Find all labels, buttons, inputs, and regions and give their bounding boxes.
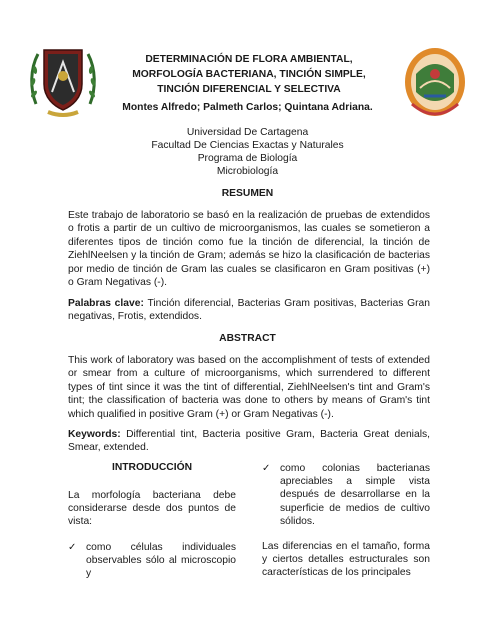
intro-text: La morfología bacteriana debe considerarse desde dos puntos de vista: [68, 490, 236, 528]
palabras-clave-label: Palabras clave: [68, 298, 144, 309]
left-column [68, 462, 236, 580]
keywords [68, 428, 430, 455]
list-item [262, 462, 430, 528]
bullet-2-text: como colonias bacterianas apreciables a simple vista después de desarrollarse en la superficie de medios de cultivo sólidos. [280, 463, 430, 527]
paper-title: DETERMINACIÓN DE FLORA AMBIENTAL, MORFOLOGÍA BACTERIANA, TINCIÓN SIMPLE, TINCIÓN DIFERENCIAL Y SELECTIVA [132, 54, 366, 95]
university-seal-left-icon [28, 44, 98, 120]
checkmark-icon: ✓ [262, 463, 271, 474]
keywords-label: Keywords: [68, 429, 121, 440]
abstract-heading: ABSTRACT [219, 333, 276, 344]
intro-heading: INTRODUCCIÓN [111, 462, 193, 473]
faculty-seal-right-icon [402, 44, 468, 120]
affiliation-university: Universidad De Cartagena [186, 127, 309, 138]
right-column [262, 462, 430, 580]
affiliation-program: Programa de Biología [197, 153, 298, 164]
affiliation-faculty: Facultad De Ciencias Exactas y Naturales [151, 140, 344, 151]
affiliation-subject: Microbiología [216, 166, 279, 177]
abstract-text: This work of laboratory was based on the accomplishment of tests of extended or smear from a culture of microorganisms, which surrendered to different types of tint since it was the tint of differential, ZiehlNeelsen's tint and Gram's tint; the classification of bacteria was done to others by means of Gram's tint which qualified in positive Gram (+) or Gram Negativas (-). [68, 355, 430, 420]
resumen-text: Este trabajo de laboratorio se basó en la realización de pruebas de extendidos o frotis a partir de un cultivo de microorganismos, las cuales se sometieron a diferentes tipos de tinción como fue la tinción de diferencial, la tinción de ZiehlNeelsen y la tinción de Gram; además se hizo la clasificación de bacterias por medio de tinción de Gram las cuales se clasificaron en Gram positivas (+) o Gram Negativas (-). [68, 210, 430, 289]
bullet-1-text: como células individuales observables sólo al microscopio y [86, 541, 236, 580]
affiliation-block [120, 126, 375, 178]
palabras-clave-text: Tinción diferencial, Bacterias Gram positivas, Bacterias Gran negativas, Frotis, extendidos. [68, 298, 430, 323]
resumen-heading: RESUMEN [221, 188, 274, 199]
col2-text: Las diferencias en el tamaño, forma y ciertos detalles estructurales son características de los principales [262, 541, 430, 579]
checkmark-icon: ✓ [68, 541, 77, 553]
palabras-clave [68, 297, 430, 324]
list-item [68, 541, 236, 581]
keywords-text: Differential tint, Bacteria positive Gram, Bacteria Great denials, Smear, extended. [68, 429, 430, 454]
paper-authors: Montes Alfredo; Palmeth Carlos; Quintana Adriana. [122, 102, 373, 113]
